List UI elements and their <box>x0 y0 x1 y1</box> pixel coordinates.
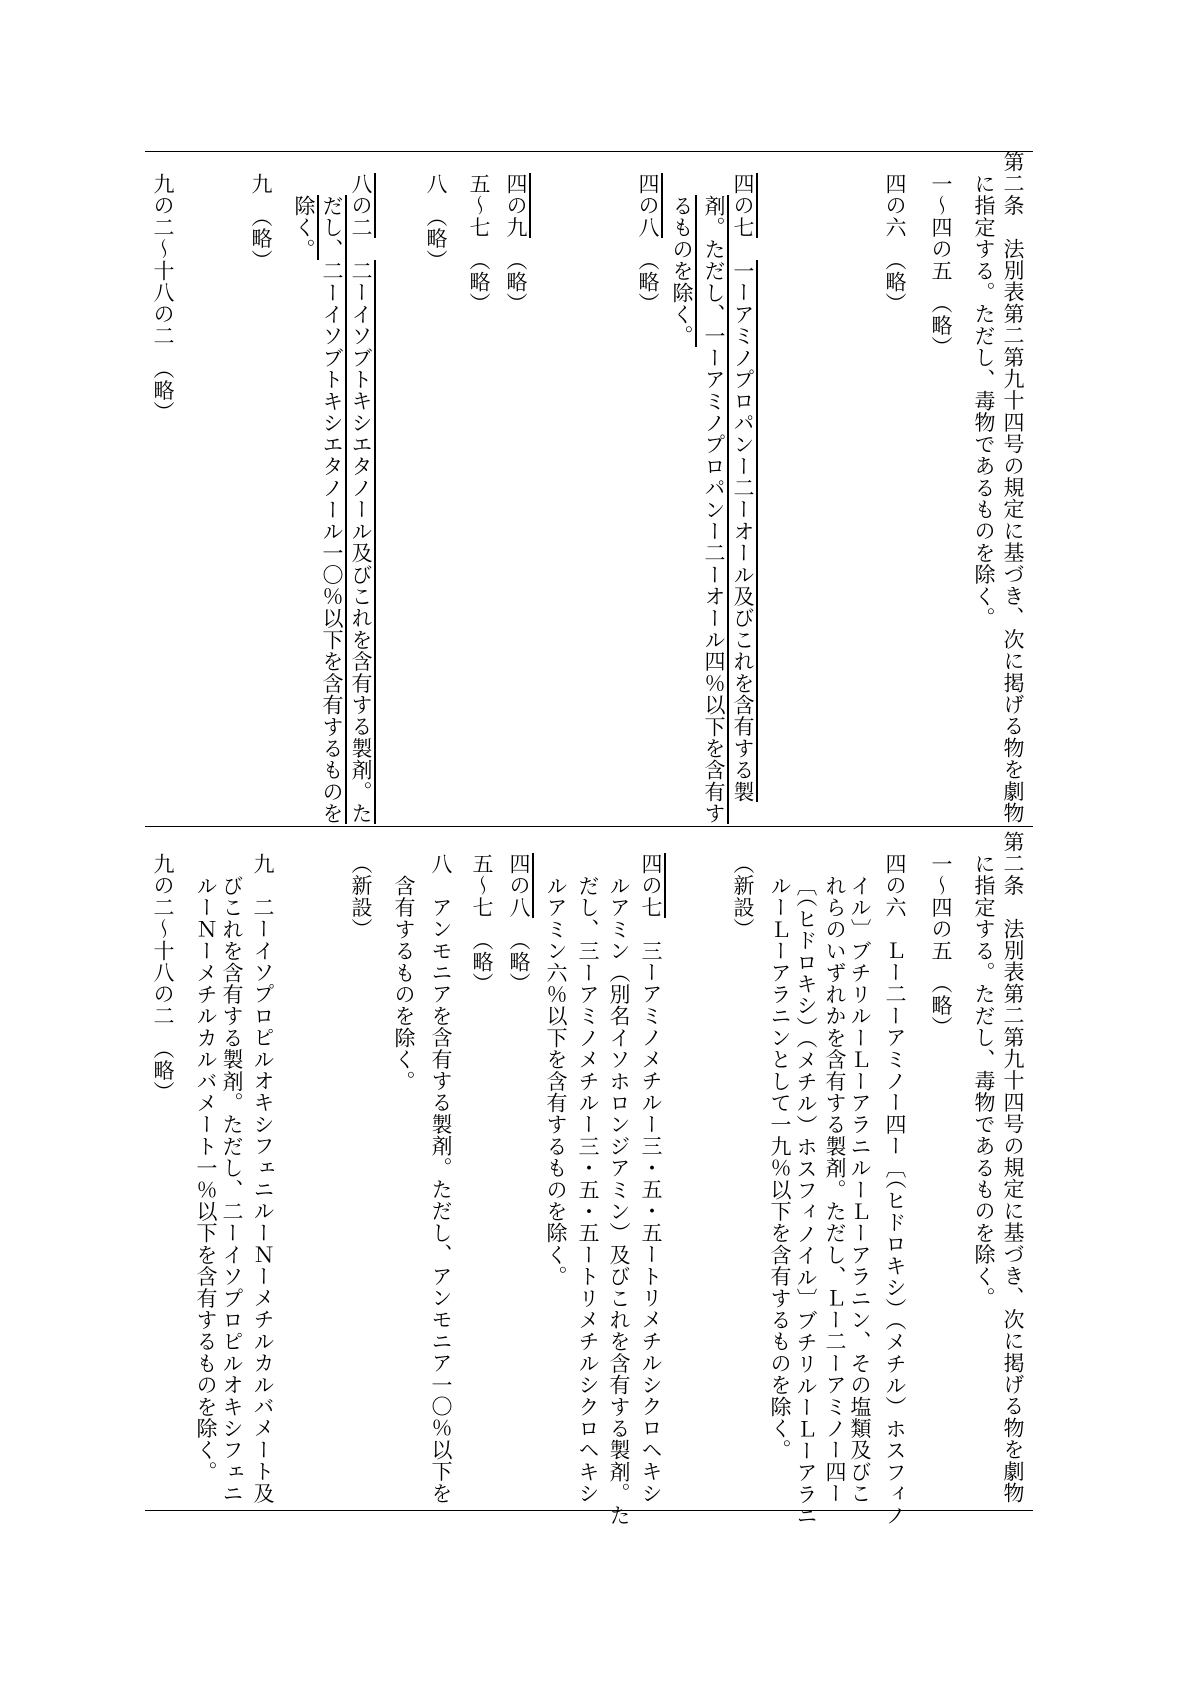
amended-text-segment: だし、二ーイソブトキシエタノール一〇％以下を含有するものを <box>320 195 347 824</box>
text-column <box>292 195 316 260</box>
text-segment: 一～四の五 （略） <box>929 173 953 358</box>
text-column <box>848 875 872 1504</box>
text-segment: （略） <box>504 238 528 315</box>
text-column <box>249 173 273 271</box>
text-column <box>429 853 453 1504</box>
text-column <box>731 853 755 940</box>
text-segment: （新設） <box>349 853 373 940</box>
amended-text-segment: 除く。 <box>292 195 319 260</box>
text-segment <box>731 238 755 260</box>
text-column <box>194 875 218 1483</box>
amended-text-segment: るものを除く。 <box>670 195 697 347</box>
text-column <box>320 195 344 824</box>
text-segment: （略） <box>636 238 660 315</box>
text-column <box>470 853 494 994</box>
text-segment: 含有するものを除く。 <box>392 875 416 1092</box>
text-column <box>392 875 416 1092</box>
text-column <box>424 173 448 271</box>
text-column <box>576 875 600 1504</box>
text-segment: 三ーアミノメチルー三・五・五ートリメチルシクロヘキシ <box>639 918 663 1505</box>
text-segment: （新設） <box>731 853 755 940</box>
text-column <box>972 853 996 1309</box>
text-segment: 四の六 （略） <box>883 173 907 315</box>
text-segment: 九 （略） <box>249 173 273 271</box>
text-column <box>1001 151 1025 824</box>
text-column <box>151 853 175 1103</box>
text-column <box>702 195 726 824</box>
amended-text-segment: 四の八 <box>636 173 663 238</box>
text-column <box>768 875 792 1461</box>
text-segment: イル〕ブチリルーＬーアラニルーＬーアラニン、その塩類及びこ <box>848 875 872 1505</box>
text-segment: 五～七 （略） <box>467 173 491 315</box>
amended-text-segment: 八の二 <box>349 173 376 238</box>
amended-text-segment: 四の九 <box>504 173 531 238</box>
text-segment: に指定する。ただし、毒物であるものを除く。 <box>972 853 996 1309</box>
text-column <box>151 173 175 423</box>
text-segment: 一～四の五 （略） <box>929 853 953 1038</box>
text-column <box>670 195 694 347</box>
text-segment: （略） <box>507 918 531 995</box>
text-column <box>251 853 275 1504</box>
text-column <box>507 853 531 994</box>
text-column <box>883 853 907 1526</box>
text-column <box>504 173 528 314</box>
text-segment: 九の二～十八の二 （略） <box>151 853 175 1103</box>
amended-text-segment: 二ーイソブトキシエタノール及びこれを含有する製剤。た <box>349 260 376 824</box>
table-top-rule <box>145 151 1033 152</box>
text-column <box>823 875 847 1504</box>
text-segment: 五～七 （略） <box>470 853 494 995</box>
text-column <box>467 173 491 314</box>
text-segment: 九の二～十八の二 （略） <box>151 173 175 423</box>
text-segment: ルアミン六％以下を含有するものを除く。 <box>544 875 568 1288</box>
text-segment: に指定する。ただし、毒物であるものを除く。 <box>972 173 996 629</box>
text-segment: 八 （略） <box>424 173 448 271</box>
text-segment <box>349 238 373 260</box>
text-segment: ルアミン（別名イソホロンジアミン）及びこれを含有する製剤。た <box>607 875 631 1526</box>
text-column <box>220 875 244 1504</box>
text-column <box>794 875 818 1527</box>
amended-text-segment: 四の七 <box>731 173 758 238</box>
text-segment: ルーＮーメチルカルバメート一％以下を含有するものを除く。 <box>194 875 218 1483</box>
text-segment: びこれを含有する製剤。ただし、二ーイソプロピルオキシフェニ <box>220 875 244 1505</box>
amended-text-segment: 剤。ただし、一ーアミノプロパンー二ーオール四％以下を含有す <box>702 195 729 824</box>
text-column <box>1001 831 1025 1504</box>
text-segment: 八 アンモニアを含有する製剤。ただし、アンモニア一〇％以下を <box>429 853 453 1504</box>
text-segment: ルーＬーアラニンとして一九％以下を含有するものを除く。 <box>768 875 792 1461</box>
text-segment: 九 二ーイソプロピルオキシフェニルーＮーメチルカルバメート及 <box>251 853 275 1504</box>
text-column <box>349 173 373 824</box>
text-column <box>972 173 996 629</box>
text-column <box>929 173 953 358</box>
amended-text-segment: 四の八 <box>507 853 534 918</box>
text-segment: 〔（ヒドロキシ）（メチル）ホスフィノイル〕ブチリルーＬーアラニ <box>794 875 818 1527</box>
text-column <box>883 173 907 314</box>
text-column <box>636 173 660 314</box>
text-column <box>929 853 953 1038</box>
amended-text-segment: 一ーアミノプロパンー二ーオール及びこれを含有する製 <box>731 260 758 803</box>
text-segment: 四の六 Ｌー二ーアミノー四ー〔（ヒドロキシ）（メチル）ホスフィノ <box>883 853 907 1527</box>
text-column <box>639 853 663 1504</box>
table-middle-rule <box>145 826 1033 827</box>
text-segment: 第二条 法別表第二第九十四号の規定に基づき、次に掲げる物を劇物 <box>1001 151 1025 824</box>
text-segment: 第二条 法別表第二第九十四号の規定に基づき、次に掲げる物を劇物 <box>1001 831 1025 1504</box>
amended-text-segment: 四の七 <box>639 853 666 918</box>
text-segment: れらのいずれかを含有する製剤。ただし、Ｌー二ーアミノー四ー <box>823 875 847 1505</box>
text-column <box>731 173 755 802</box>
text-segment: だし、三ーアミノメチルー三・五・五ートリメチルシクロヘキシ <box>576 875 600 1505</box>
text-column <box>349 853 373 940</box>
text-column <box>607 875 631 1526</box>
text-column <box>544 875 568 1287</box>
